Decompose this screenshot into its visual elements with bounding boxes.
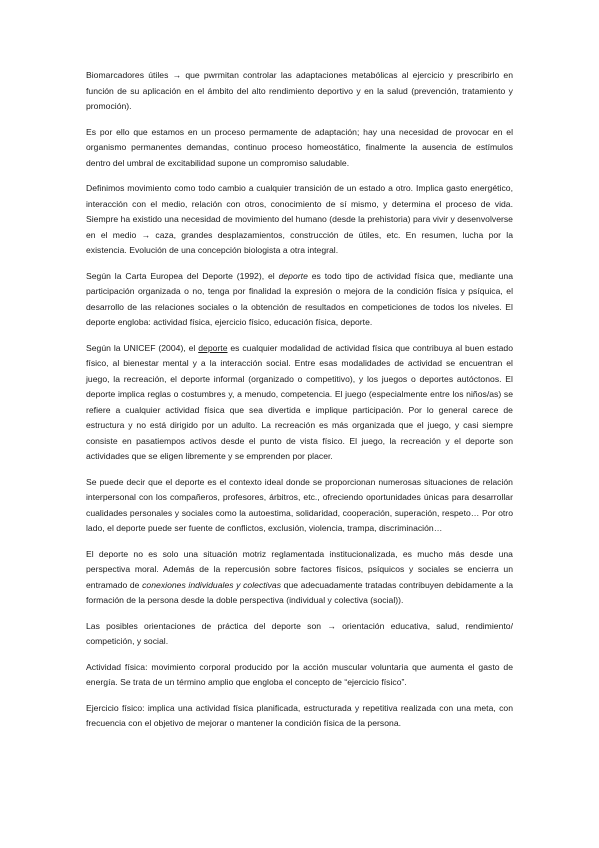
paragraph-text: Actividad física: movimiento corporal producido por la acción muscular voluntaria que aumenta el gasto de energía. Se trata de un término amplio que engloba el concepto de “ejercicio físico”. bbox=[86, 661, 513, 687]
italic-term-conexiones: conexiones individuales y colectivas bbox=[142, 579, 282, 590]
paragraph-text: Biomarcadores útiles → que pwrmitan controlar las adaptaciones metabólicas al ejercicio y prescribirlo en función de su aplicación en el ámbito del alto rendimiento deportivo y en la salud (prevención, tratamiento y promoción). bbox=[86, 70, 513, 111]
paragraph-orientaciones bbox=[86, 619, 513, 650]
paragraph-text-end: es todo tipo de actividad física que, mediante una participación organizada o no, tenga por finalidad la expresión o mejora de la condición física y psíquica, el desarrollo de las relaciones sociales o la obtención de resultados en competiciones de todos los niveles. El deporte engloba: actividad física, ejercicio físico, educación física, deporte. bbox=[86, 270, 513, 327]
underlined-term-deporte: deporte bbox=[198, 342, 228, 353]
paragraph-contexto-ideal bbox=[86, 475, 513, 537]
italic-term-deporte: deporte bbox=[278, 270, 308, 281]
paragraph-text-end: es cualquier modalidad de actividad física que contribuya al buen estado físico, al bienestar mental y a la interacción social. Entre esas modalidades de actividad se encuentran el juego, la recreación, el deporte informal (organizado o competitivo), y los juegos o deportes autóctonos. El deporte implica reglas o costumbres y, a menudo, competencia. El juego (especialmente entre los niños/as) se refiere a cualquier actividad física que sea divertida e implique participación. Por lo general carece de estructura y no está dirigido por un adulto. La recreación es más organizada que el juego, y casi siempre consiste en pasatiempos activos desde el punto de vista físico. El juego, la recreación y el deporte son actividades que se eligen libremente y se emprenden por placer. bbox=[86, 342, 514, 461]
paragraph-text: Ejercicio físico: implica una actividad física planificada, estructurada y repetitiva realizada con una meta, con frecuencia con el objetivo de mejorar o mantener la condición física de la persona. bbox=[86, 702, 513, 728]
paragraph-movimiento bbox=[86, 181, 513, 259]
paragraph-unicef bbox=[86, 341, 513, 465]
paragraph-text-start: Según la UNICEF (2004), el bbox=[86, 342, 199, 353]
paragraph-text-end: que adecuadamente tratadas contribuyen debidamente a la formación de la persona desde la doble perspectiva (individual y colectiva (social)). bbox=[86, 579, 513, 605]
paragraph-actividad-fisica bbox=[86, 660, 513, 691]
paragraph-text: Definimos movimiento como todo cambio a cualquier transición de un estado a otro. Implica gasto energético, interacción con el medio, relación con otros, conocimiento de sí mismo, y determina el proceso de vida. Siempre ha existido una necesidad de movimiento del humano (desde la prehistoria) para vivir y desenvolverse en el medio → caza, grandes desplazamientos, construcción de útiles, etc. En resumen, lucha por la existencia. Evolución de una concepción biologista a otra integral. bbox=[86, 183, 513, 255]
paragraph-perspectiva-moral bbox=[86, 547, 513, 609]
paragraph-text-start: El deporte no es solo una situación motriz reglamentada institucionalizada, es mucho más desde una perspectiva moral. Además de la repercusión sobre factores físicos, psíquicos y sociales se encierra un entramado de bbox=[86, 548, 513, 590]
paragraph-biomarcadores bbox=[86, 68, 513, 115]
paragraph-text: Es por ello que estamos en un proceso permamente de adaptación; hay una necesidad de provocar en el organismo permanentes demandas, continuo proceso homeostático, finalmente la ausencia de estímulos dentro del umbral de excitabilidad supone un compromiso saludable. bbox=[86, 126, 513, 168]
paragraph-text: Se puede decir que el deporte es el contexto ideal donde se proporcionan numerosas situaciones de relación interpersonal con los compañeros, profesores, árbitros, etc., ofreciendo oportunidades únicas para desarrollar cualidades personales y sociales como la autoestima, solidaridad, cooperación, superación, respeto… Por otro lado, el deporte puede ser fuente de conflictos, exclusión, violencia, trampa, discriminación… bbox=[86, 476, 513, 533]
paragraph-carta-europea bbox=[86, 269, 513, 331]
paragraph-text-start: Según la Carta Europea del Deporte (1992), el bbox=[86, 270, 279, 281]
paragraph-adaptacion bbox=[86, 125, 513, 172]
paragraph-ejercicio-fisico bbox=[86, 701, 513, 732]
paragraph-text: Las posibles orientaciones de práctica del deporte son → orientación educativa, salud, rendimiento/ competición, y social. bbox=[86, 620, 513, 646]
